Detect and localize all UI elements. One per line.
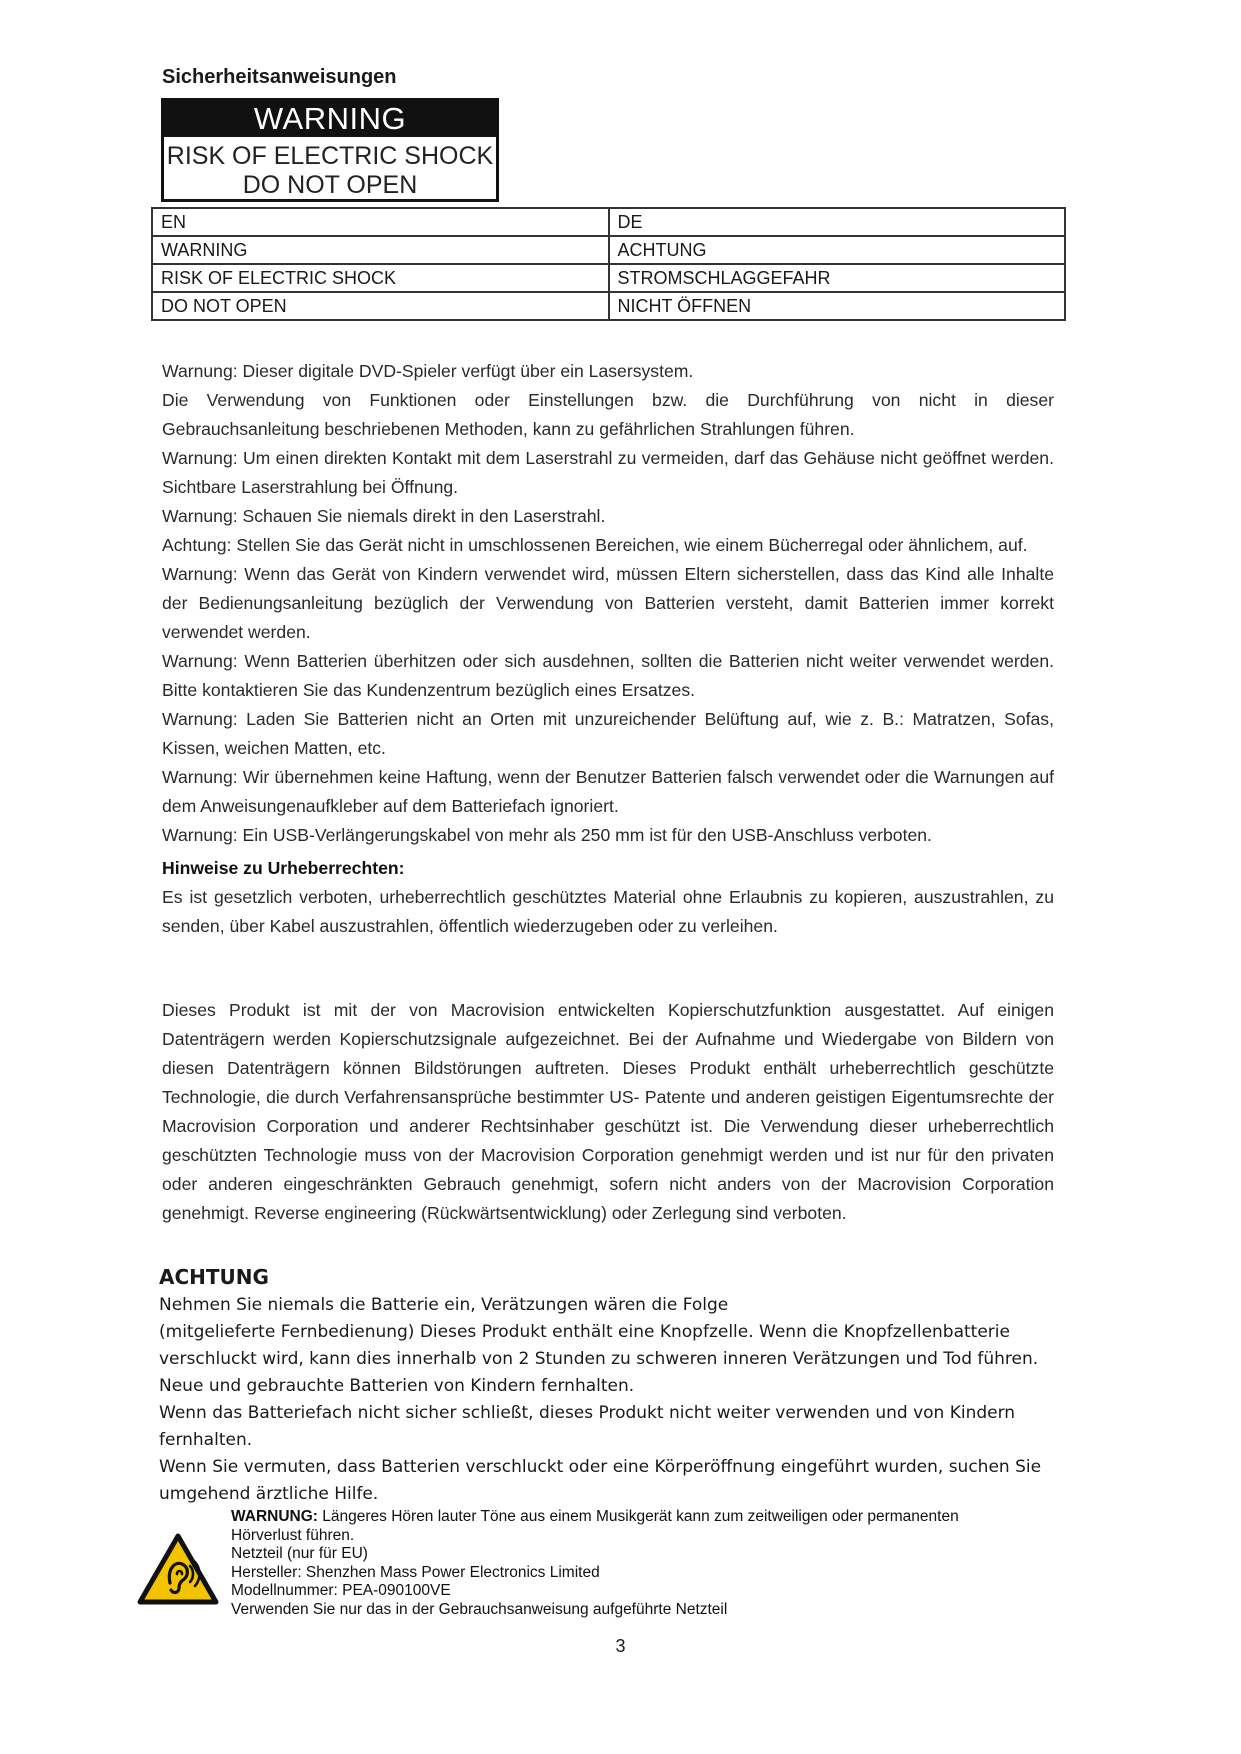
table-cell: STROMSCHLAGGEFAHR: [609, 264, 1066, 292]
adapter-info-line: Modellnummer: PEA-090100VE: [231, 1582, 451, 1599]
warning-label-heading: WARNING: [164, 101, 496, 137]
warning-label-body: [164, 137, 496, 200]
battery-caution-line: Wenn Sie vermuten, dass Batterien verschluckt oder eine Körperöffnung eingeführt wurden, suchen Sie umgehend ärztliche Hilfe.: [159, 1457, 1042, 1504]
table-cell: RISK OF ELECTRIC SHOCK: [152, 264, 609, 292]
language-table: [151, 207, 1066, 321]
adapter-info-line: Netzteil (nur für EU): [231, 1545, 368, 1562]
warning-paragraph: Warnung: Wenn Batterien überhitzen oder sich ausdehnen, sollten die Batterien nicht weiter verwendet werden. Bitte kontaktieren Sie das Kundenzentrum bezüglich eines Ersatzes.: [162, 651, 1054, 700]
table-cell: NICHT ÖFFNEN: [609, 292, 1066, 320]
hearing-warning-label: WARNUNG:: [231, 1508, 318, 1525]
warning-paragraph: Warnung: Dieser digitale DVD-Spieler verfügt über ein Lasersystem.: [162, 361, 694, 381]
battery-caution-line: (mitgelieferte Fernbedienung) Dieses Produkt enthält eine Knopfzelle. Wenn die Knopfzellenbatterie verschluckt wird, kann dies innerhalb von 2 Stunden zu schweren inneren Verätzungen und Tod führen.: [159, 1322, 1039, 1369]
battery-caution-line: Wenn das Batteriefach nicht sicher schließt, dieses Produkt nicht weiter verwenden und von Kindern fernhalten.: [159, 1403, 1016, 1450]
hearing-and-adapter-info: [231, 1508, 1031, 1619]
table-cell: ACHTUNG: [609, 236, 1066, 264]
battery-caution-line: Nehmen Sie niemals die Batterie ein, Verätzungen wären die Folge: [159, 1295, 729, 1315]
table-cell: EN: [152, 208, 609, 236]
adapter-info-line: Verwenden Sie nur das in der Gebrauchsanweisung aufgeführte Netzteil: [231, 1600, 728, 1618]
warnings-section: [162, 357, 1054, 941]
hearing-warning-text: Längeres Hören lauter Töne aus einem Musikgerät kann zum zeitweiligen oder permanenten Hörverlust führen.: [231, 1508, 959, 1544]
warning-paragraph: Warnung: Wenn das Gerät von Kindern verwendet wird, müssen Eltern sicherstellen, dass das Kind alle Inhalte der Bedienungsanleitung bezüglich der Verwendung von Batterien versteht, damit Batterien immer korrekt verwendet werden.: [162, 564, 1054, 642]
warning-label: [161, 98, 499, 202]
table-cell: WARNING: [152, 236, 609, 264]
warning-paragraph: Warnung: Wir übernehmen keine Haftung, wenn der Benutzer Batterien falsch verwendet oder die Warnungen auf dem Anweisungenaufkleber auf dem Batteriefach ignoriert.: [162, 767, 1054, 816]
warning-paragraph: Warnung: Ein USB-Verlängerungskabel von mehr als 250 mm ist für den USB-Anschluss verboten.: [162, 825, 932, 845]
table-row: [152, 208, 1065, 236]
warning-paragraph: Warnung: Um einen direkten Kontakt mit dem Laserstrahl zu vermeiden, darf das Gehäuse nicht geöffnet werden. Sichtbare Laserstrahlung bei Öffnung.: [162, 448, 1054, 497]
battery-caution-heading: ACHTUNG: [159, 1265, 269, 1289]
copyright-text: Es ist gesetzlich verboten, urheberrechtlich geschütztes Material ohne Erlaubnis zu kopieren, auszustrahlen, zu senden, über Kabel auszustrahlen, öffentlich wiederzugeben oder zu verleihen.: [162, 887, 1054, 936]
table-cell: DO NOT OPEN: [152, 292, 609, 320]
warning-label-line-2: DO NOT OPEN: [242, 171, 418, 199]
warning-paragraph: Warnung: Schauen Sie niemals direkt in den Laserstrahl.: [162, 506, 606, 526]
macrovision-section: [162, 996, 1054, 1228]
table-row: [152, 236, 1065, 264]
warning-paragraph: Achtung: Stellen Sie das Gerät nicht in umschlossenen Bereichen, wie einem Bücherregal oder ähnlichem, auf.: [162, 535, 1028, 555]
adapter-info-line: Hersteller: Shenzhen Mass Power Electronics Limited: [231, 1563, 600, 1581]
table-row: [152, 264, 1065, 292]
hearing-warning: [231, 1508, 1031, 1545]
warning-paragraph: Warnung: Laden Sie Batterien nicht an Orten mit unzureichender Belüftung auf, wie z. B.: Matratzen, Sofas, Kissen, weichen Matten, etc.: [162, 709, 1054, 758]
battery-caution-line: Neue und gebrauchte Batterien von Kindern fernhalten.: [159, 1376, 635, 1396]
section-title: Sicherheitsanweisungen: [162, 66, 397, 88]
copyright-heading: Hinweise zu Urheberrechten:: [162, 858, 405, 878]
battery-caution-section: [159, 1264, 1059, 1508]
warning-label-line-1: RISK OF ELECTRIC SHOCK: [166, 142, 494, 170]
hearing-warning-icon: [137, 1533, 219, 1605]
table-row: [152, 292, 1065, 320]
page-number: 3: [615, 1636, 626, 1656]
table-cell: DE: [609, 208, 1066, 236]
macrovision-text: Dieses Produkt ist mit der von Macrovision entwickelten Kopierschutzfunktion ausgestattet. Auf einigen Datenträgern werden Kopierschutzsignale aufgezeichnet. Bei der Aufnahme und Wiedergabe von Bildern von diesen Datenträgern können Bildstörungen auftreten. Dieses Produkt enthält urheberrechtlich geschützte Technologie, die durch Verfahrensansprüche bestimmter US- Patente und anderen geistigen Eigentumsrechte der Macrovision Corporation und anderer Rechtsinhaber geschützt ist. Die Verwendung dieser urheberrechtlich geschützten Technologie muss von der Macrovision Corporation genehmigt werden und ist nur für den privaten oder anderen eingeschränkten Gebrauch genehmigt, sofern nicht anders von der Macrovision Corporation genehmigt. Reverse engineering (Rückwärtsentwicklung) oder Zerlegung sind verboten.: [162, 1000, 1054, 1223]
warning-paragraph: Die Verwendung von Funktionen oder Einstellungen bzw. die Durchführung von nicht in dieser Gebrauchsanleitung beschriebenen Methoden, kann zu gefährlichen Strahlungen führen.: [162, 390, 1054, 439]
